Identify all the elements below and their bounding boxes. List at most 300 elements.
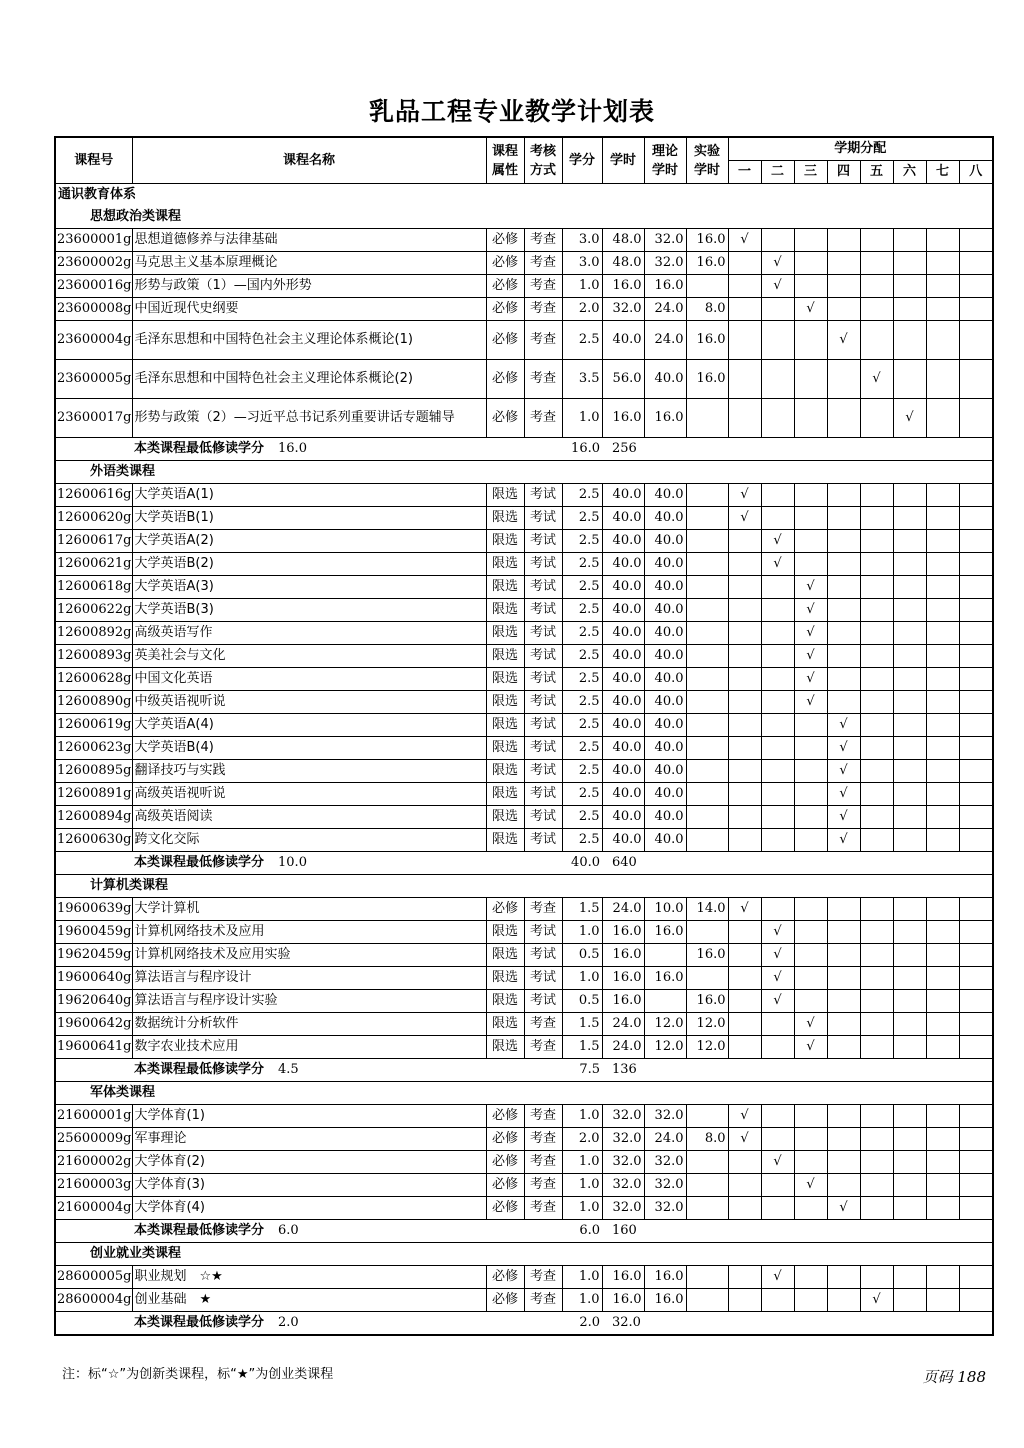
semester-2-cell (761, 1013, 794, 1036)
semester-3-cell (794, 829, 827, 852)
semester-2-cell (761, 1197, 794, 1220)
theory-hours-cell: 12.0 (644, 1013, 686, 1036)
semester-5-cell (860, 1105, 893, 1128)
credit-cell: 2.0 (562, 298, 602, 321)
semester-1-cell (728, 1151, 761, 1174)
summary-hours: 32.0 (602, 1312, 644, 1336)
semester-4-cell: √ (827, 783, 860, 806)
semester-2-cell: √ (761, 1266, 794, 1289)
semester-3-cell (794, 399, 827, 438)
semester-6-cell (893, 1266, 926, 1289)
semester-3-cell (794, 507, 827, 530)
semester-8-cell (959, 622, 993, 645)
semester-7-cell (926, 1151, 959, 1174)
header-semester-5: 五 (860, 161, 893, 184)
semester-1-cell (728, 530, 761, 553)
semester-8-cell (959, 1036, 993, 1059)
section-header-row (55, 1243, 993, 1266)
hours-cell: 40.0 (602, 783, 644, 806)
summary-filler (644, 852, 993, 875)
lab-hours-cell: 14.0 (686, 898, 728, 921)
credit-cell: 1.0 (562, 1105, 602, 1128)
semester-4-cell: √ (827, 806, 860, 829)
semester-8-cell (959, 668, 993, 691)
semester-6-cell (893, 806, 926, 829)
course-name: 大学英语A(4) (132, 714, 486, 737)
section-title: 思想政治类课程 (55, 206, 993, 229)
semester-8-cell (959, 990, 993, 1013)
summary-filler (644, 1059, 993, 1082)
course-code: 12600619g (55, 714, 132, 737)
semester-6-cell (893, 622, 926, 645)
semester-7-cell (926, 1013, 959, 1036)
lab-hours-cell (686, 645, 728, 668)
header-semester-7: 七 (926, 161, 959, 184)
course-name: 大学计算机 (132, 898, 486, 921)
theory-hours-cell: 32.0 (644, 1151, 686, 1174)
lab-hours-cell (686, 553, 728, 576)
course-code: 12600622g (55, 599, 132, 622)
lab-hours-cell: 12.0 (686, 1013, 728, 1036)
semester-1-cell (728, 321, 761, 360)
semester-2-cell: √ (761, 252, 794, 275)
semester-6-cell (893, 576, 926, 599)
hours-cell: 32.0 (602, 1128, 644, 1151)
semester-4-cell (827, 668, 860, 691)
semester-5-cell (860, 275, 893, 298)
semester-7-cell (926, 360, 959, 399)
semester-1-cell (728, 967, 761, 990)
semester-3-cell (794, 530, 827, 553)
theory-hours-cell: 40.0 (644, 829, 686, 852)
course-attr: 必修 (486, 1174, 524, 1197)
semester-6-cell (893, 484, 926, 507)
semester-6-cell (893, 967, 926, 990)
hours-cell: 56.0 (602, 360, 644, 399)
course-name: 中级英语视听说 (132, 691, 486, 714)
semester-4-cell (827, 921, 860, 944)
credit-cell: 2.5 (562, 760, 602, 783)
course-attr: 限选 (486, 967, 524, 990)
section-header-row (55, 206, 993, 229)
summary-min-credit: 2.0 (278, 1315, 299, 1330)
semester-7-cell (926, 1036, 959, 1059)
footnote: 注：标“☆”为创新类课程，标“★”为创业类课程 (62, 1367, 334, 1382)
summary-label-cell (132, 1312, 562, 1336)
credit-cell: 2.5 (562, 668, 602, 691)
lab-hours-cell (686, 783, 728, 806)
theory-hours-cell: 40.0 (644, 645, 686, 668)
semester-4-cell (827, 1036, 860, 1059)
semester-5-cell (860, 760, 893, 783)
course-name: 思想道德修养与法律基础 (132, 229, 486, 252)
semester-3-cell (794, 1289, 827, 1312)
semester-7-cell (926, 944, 959, 967)
exam-method: 考试 (524, 921, 562, 944)
semester-2-cell (761, 321, 794, 360)
semester-8-cell (959, 599, 993, 622)
semester-3-cell (794, 806, 827, 829)
semester-5-cell (860, 967, 893, 990)
semester-6-cell (893, 1151, 926, 1174)
semester-7-cell (926, 507, 959, 530)
lab-hours-cell (686, 760, 728, 783)
course-name: 高级英语阅读 (132, 806, 486, 829)
semester-1-cell: √ (728, 507, 761, 530)
semester-1-cell (728, 714, 761, 737)
semester-6-cell (893, 783, 926, 806)
course-row (55, 898, 993, 921)
course-attr: 必修 (486, 229, 524, 252)
header-lab-hours: 实验 学时 (686, 137, 728, 184)
lab-hours-cell (686, 1266, 728, 1289)
course-code: 28600004g (55, 1289, 132, 1312)
theory-hours-cell: 10.0 (644, 898, 686, 921)
summary-filler (644, 438, 993, 461)
course-row (55, 1197, 993, 1220)
semester-4-cell: √ (827, 829, 860, 852)
course-name: 大学体育(3) (132, 1174, 486, 1197)
semester-4-cell: √ (827, 321, 860, 360)
semester-8-cell (959, 1128, 993, 1151)
lab-hours-cell (686, 599, 728, 622)
section-summary-row (55, 1220, 993, 1243)
course-code: 12600630g (55, 829, 132, 852)
semester-1-cell (728, 1036, 761, 1059)
hours-cell: 32.0 (602, 1151, 644, 1174)
summary-min-credit: 10.0 (278, 855, 307, 870)
semester-7-cell (926, 576, 959, 599)
course-name: 大学体育(1) (132, 1105, 486, 1128)
course-name: 翻译技巧与实践 (132, 760, 486, 783)
credit-cell: 2.5 (562, 507, 602, 530)
course-row (55, 1174, 993, 1197)
course-code: 19600641g (55, 1036, 132, 1059)
course-name: 大学英语A(3) (132, 576, 486, 599)
credit-cell: 0.5 (562, 990, 602, 1013)
course-row (55, 737, 993, 760)
lab-hours-cell: 8.0 (686, 298, 728, 321)
hours-cell: 32.0 (602, 1197, 644, 1220)
semester-1-cell (728, 1013, 761, 1036)
course-row (55, 530, 993, 553)
semester-7-cell (926, 1128, 959, 1151)
semester-2-cell (761, 1289, 794, 1312)
course-name: 中国文化英语 (132, 668, 486, 691)
exam-method: 考试 (524, 967, 562, 990)
semester-6-cell (893, 829, 926, 852)
hours-cell: 40.0 (602, 668, 644, 691)
summary-spacer (55, 1220, 132, 1243)
course-code: 12600892g (55, 622, 132, 645)
semester-7-cell (926, 275, 959, 298)
lab-hours-cell (686, 921, 728, 944)
credit-cell: 3.0 (562, 252, 602, 275)
semester-6-cell (893, 599, 926, 622)
course-row (55, 1013, 993, 1036)
hours-cell: 16.0 (602, 1289, 644, 1312)
course-row (55, 1266, 993, 1289)
hours-cell: 40.0 (602, 530, 644, 553)
exam-method: 考查 (524, 360, 562, 399)
course-name: 大学英语B(4) (132, 737, 486, 760)
section-summary-row (55, 852, 993, 875)
course-row (55, 576, 993, 599)
semester-6-cell (893, 553, 926, 576)
semester-6-cell (893, 1197, 926, 1220)
semester-8-cell (959, 645, 993, 668)
course-attr: 限选 (486, 599, 524, 622)
lab-hours-cell (686, 399, 728, 438)
semester-8-cell (959, 783, 993, 806)
semester-7-cell (926, 399, 959, 438)
course-row (55, 714, 993, 737)
semester-1-cell: √ (728, 898, 761, 921)
course-attr: 必修 (486, 1151, 524, 1174)
header-semester-4: 四 (827, 161, 860, 184)
lab-hours-cell: 16.0 (686, 990, 728, 1013)
semester-1-cell (728, 298, 761, 321)
semester-7-cell (926, 599, 959, 622)
course-attr: 必修 (486, 321, 524, 360)
course-code: 12600617g (55, 530, 132, 553)
theory-hours-cell: 40.0 (644, 622, 686, 645)
semester-8-cell (959, 944, 993, 967)
exam-method: 考查 (524, 229, 562, 252)
semester-4-cell (827, 360, 860, 399)
semester-6-cell (893, 760, 926, 783)
course-attr: 限选 (486, 576, 524, 599)
hours-cell: 40.0 (602, 714, 644, 737)
summary-label: 本类课程最低修读学分 (134, 855, 265, 870)
course-code: 23600008g (55, 298, 132, 321)
semester-5-cell (860, 806, 893, 829)
semester-5-cell (860, 1013, 893, 1036)
semester-5-cell (860, 252, 893, 275)
semester-7-cell (926, 321, 959, 360)
course-attr: 限选 (486, 668, 524, 691)
course-name: 数字农业技术应用 (132, 1036, 486, 1059)
semester-3-cell (794, 1197, 827, 1220)
exam-method: 考试 (524, 990, 562, 1013)
exam-method: 考查 (524, 298, 562, 321)
exam-method: 考试 (524, 599, 562, 622)
teaching-plan-table (54, 136, 994, 1336)
hours-cell: 24.0 (602, 1036, 644, 1059)
section-summary-row (55, 1059, 993, 1082)
semester-1-cell (728, 360, 761, 399)
semester-5-cell (860, 691, 893, 714)
course-name: 毛泽东思想和中国特色社会主义理论体系概论(1) (132, 321, 486, 360)
credit-cell: 2.5 (562, 576, 602, 599)
summary-credit: 16.0 (562, 438, 602, 461)
semester-8-cell (959, 1266, 993, 1289)
semester-6-cell (893, 645, 926, 668)
course-code: 23600002g (55, 252, 132, 275)
semester-8-cell (959, 1013, 993, 1036)
semester-2-cell: √ (761, 990, 794, 1013)
course-row (55, 760, 993, 783)
course-attr: 限选 (486, 737, 524, 760)
semester-8-cell (959, 806, 993, 829)
semester-2-cell (761, 1036, 794, 1059)
semester-3-cell: √ (794, 645, 827, 668)
course-row (55, 921, 993, 944)
table-body (55, 184, 993, 1336)
header-semester-1: 一 (728, 161, 761, 184)
semester-6-cell (893, 252, 926, 275)
theory-hours-cell: 16.0 (644, 399, 686, 438)
semester-2-cell (761, 622, 794, 645)
semester-6-cell (893, 714, 926, 737)
summary-label-cell (132, 1220, 562, 1243)
section-title: 外语类课程 (55, 461, 993, 484)
theory-hours-cell: 40.0 (644, 737, 686, 760)
semester-4-cell: √ (827, 714, 860, 737)
lab-hours-cell (686, 829, 728, 852)
course-code: 12600618g (55, 576, 132, 599)
semester-2-cell: √ (761, 530, 794, 553)
semester-4-cell (827, 1151, 860, 1174)
lab-hours-cell: 16.0 (686, 321, 728, 360)
semester-6-cell (893, 1105, 926, 1128)
summary-credit: 6.0 (562, 1220, 602, 1243)
course-row (55, 275, 993, 298)
semester-3-cell (794, 229, 827, 252)
hours-cell: 40.0 (602, 553, 644, 576)
semester-3-cell (794, 484, 827, 507)
theory-hours-cell: 40.0 (644, 691, 686, 714)
course-attr: 限选 (486, 944, 524, 967)
semester-4-cell (827, 484, 860, 507)
course-name: 算法语言与程序设计实验 (132, 990, 486, 1013)
semester-8-cell (959, 484, 993, 507)
theory-hours-cell (644, 944, 686, 967)
hours-cell: 16.0 (602, 399, 644, 438)
section-title: 计算机类课程 (55, 875, 993, 898)
semester-6-cell (893, 298, 926, 321)
course-code: 12600894g (55, 806, 132, 829)
credit-cell: 2.5 (562, 530, 602, 553)
credit-cell: 0.5 (562, 944, 602, 967)
header-theory-hours: 理论 学时 (644, 137, 686, 184)
credit-cell: 1.0 (562, 1174, 602, 1197)
course-code: 12600893g (55, 645, 132, 668)
exam-method: 考查 (524, 898, 562, 921)
semester-1-cell (728, 990, 761, 1013)
semester-5-cell (860, 1128, 893, 1151)
semester-8-cell (959, 553, 993, 576)
lab-hours-cell (686, 1197, 728, 1220)
lab-hours-cell (686, 737, 728, 760)
exam-method: 考查 (524, 1128, 562, 1151)
semester-4-cell: √ (827, 1197, 860, 1220)
semester-5-cell (860, 622, 893, 645)
semester-8-cell (959, 737, 993, 760)
credit-cell: 1.0 (562, 399, 602, 438)
semester-1-cell: √ (728, 1105, 761, 1128)
header-course-code: 课程号 (55, 137, 132, 184)
section-summary-row (55, 438, 993, 461)
course-attr: 限选 (486, 645, 524, 668)
semester-3-cell (794, 967, 827, 990)
lab-hours-cell: 16.0 (686, 229, 728, 252)
semester-5-cell (860, 484, 893, 507)
semester-7-cell (926, 484, 959, 507)
semester-6-cell (893, 1174, 926, 1197)
semester-3-cell (794, 760, 827, 783)
semester-1-cell (728, 1197, 761, 1220)
course-name: 高级英语写作 (132, 622, 486, 645)
semester-4-cell: √ (827, 737, 860, 760)
course-name: 大学体育(2) (132, 1151, 486, 1174)
hours-cell: 40.0 (602, 576, 644, 599)
semester-3-cell: √ (794, 298, 827, 321)
lab-hours-cell (686, 507, 728, 530)
exam-method: 考试 (524, 553, 562, 576)
semester-7-cell (926, 806, 959, 829)
credit-cell: 2.5 (562, 622, 602, 645)
hours-cell: 40.0 (602, 645, 644, 668)
semester-2-cell: √ (761, 967, 794, 990)
semester-7-cell (926, 622, 959, 645)
semester-6-cell (893, 360, 926, 399)
semester-7-cell (926, 1266, 959, 1289)
credit-cell: 2.5 (562, 484, 602, 507)
semester-1-cell (728, 399, 761, 438)
semester-5-cell (860, 990, 893, 1013)
course-row (55, 507, 993, 530)
semester-8-cell (959, 714, 993, 737)
course-code: 12600891g (55, 783, 132, 806)
exam-method: 考查 (524, 1174, 562, 1197)
section-summary-row (55, 1312, 993, 1336)
course-row (55, 806, 993, 829)
course-code: 19600459g (55, 921, 132, 944)
semester-8-cell (959, 507, 993, 530)
semester-2-cell: √ (761, 275, 794, 298)
semester-4-cell (827, 229, 860, 252)
course-attr: 必修 (486, 1197, 524, 1220)
course-name: 职业规划 ☆★ (132, 1266, 486, 1289)
course-code: 23600017g (55, 399, 132, 438)
course-code: 21600004g (55, 1197, 132, 1220)
semester-1-cell (728, 576, 761, 599)
summary-label-cell (132, 438, 562, 461)
course-row (55, 967, 993, 990)
semester-7-cell (926, 252, 959, 275)
course-name: 创业基础 ★ (132, 1289, 486, 1312)
semester-5-cell (860, 553, 893, 576)
semester-7-cell (926, 553, 959, 576)
hours-cell: 32.0 (602, 298, 644, 321)
theory-hours-cell: 32.0 (644, 1174, 686, 1197)
credit-cell: 2.0 (562, 1128, 602, 1151)
semester-4-cell (827, 553, 860, 576)
course-code: 19600639g (55, 898, 132, 921)
semester-2-cell: √ (761, 921, 794, 944)
semester-6-cell (893, 990, 926, 1013)
course-attr: 必修 (486, 399, 524, 438)
semester-8-cell (959, 921, 993, 944)
credit-cell: 2.5 (562, 553, 602, 576)
semester-3-cell (794, 714, 827, 737)
course-code: 23600016g (55, 275, 132, 298)
header-semester-8: 八 (959, 161, 993, 184)
theory-hours-cell: 40.0 (644, 507, 686, 530)
lab-hours-cell (686, 806, 728, 829)
credit-cell: 1.0 (562, 1151, 602, 1174)
